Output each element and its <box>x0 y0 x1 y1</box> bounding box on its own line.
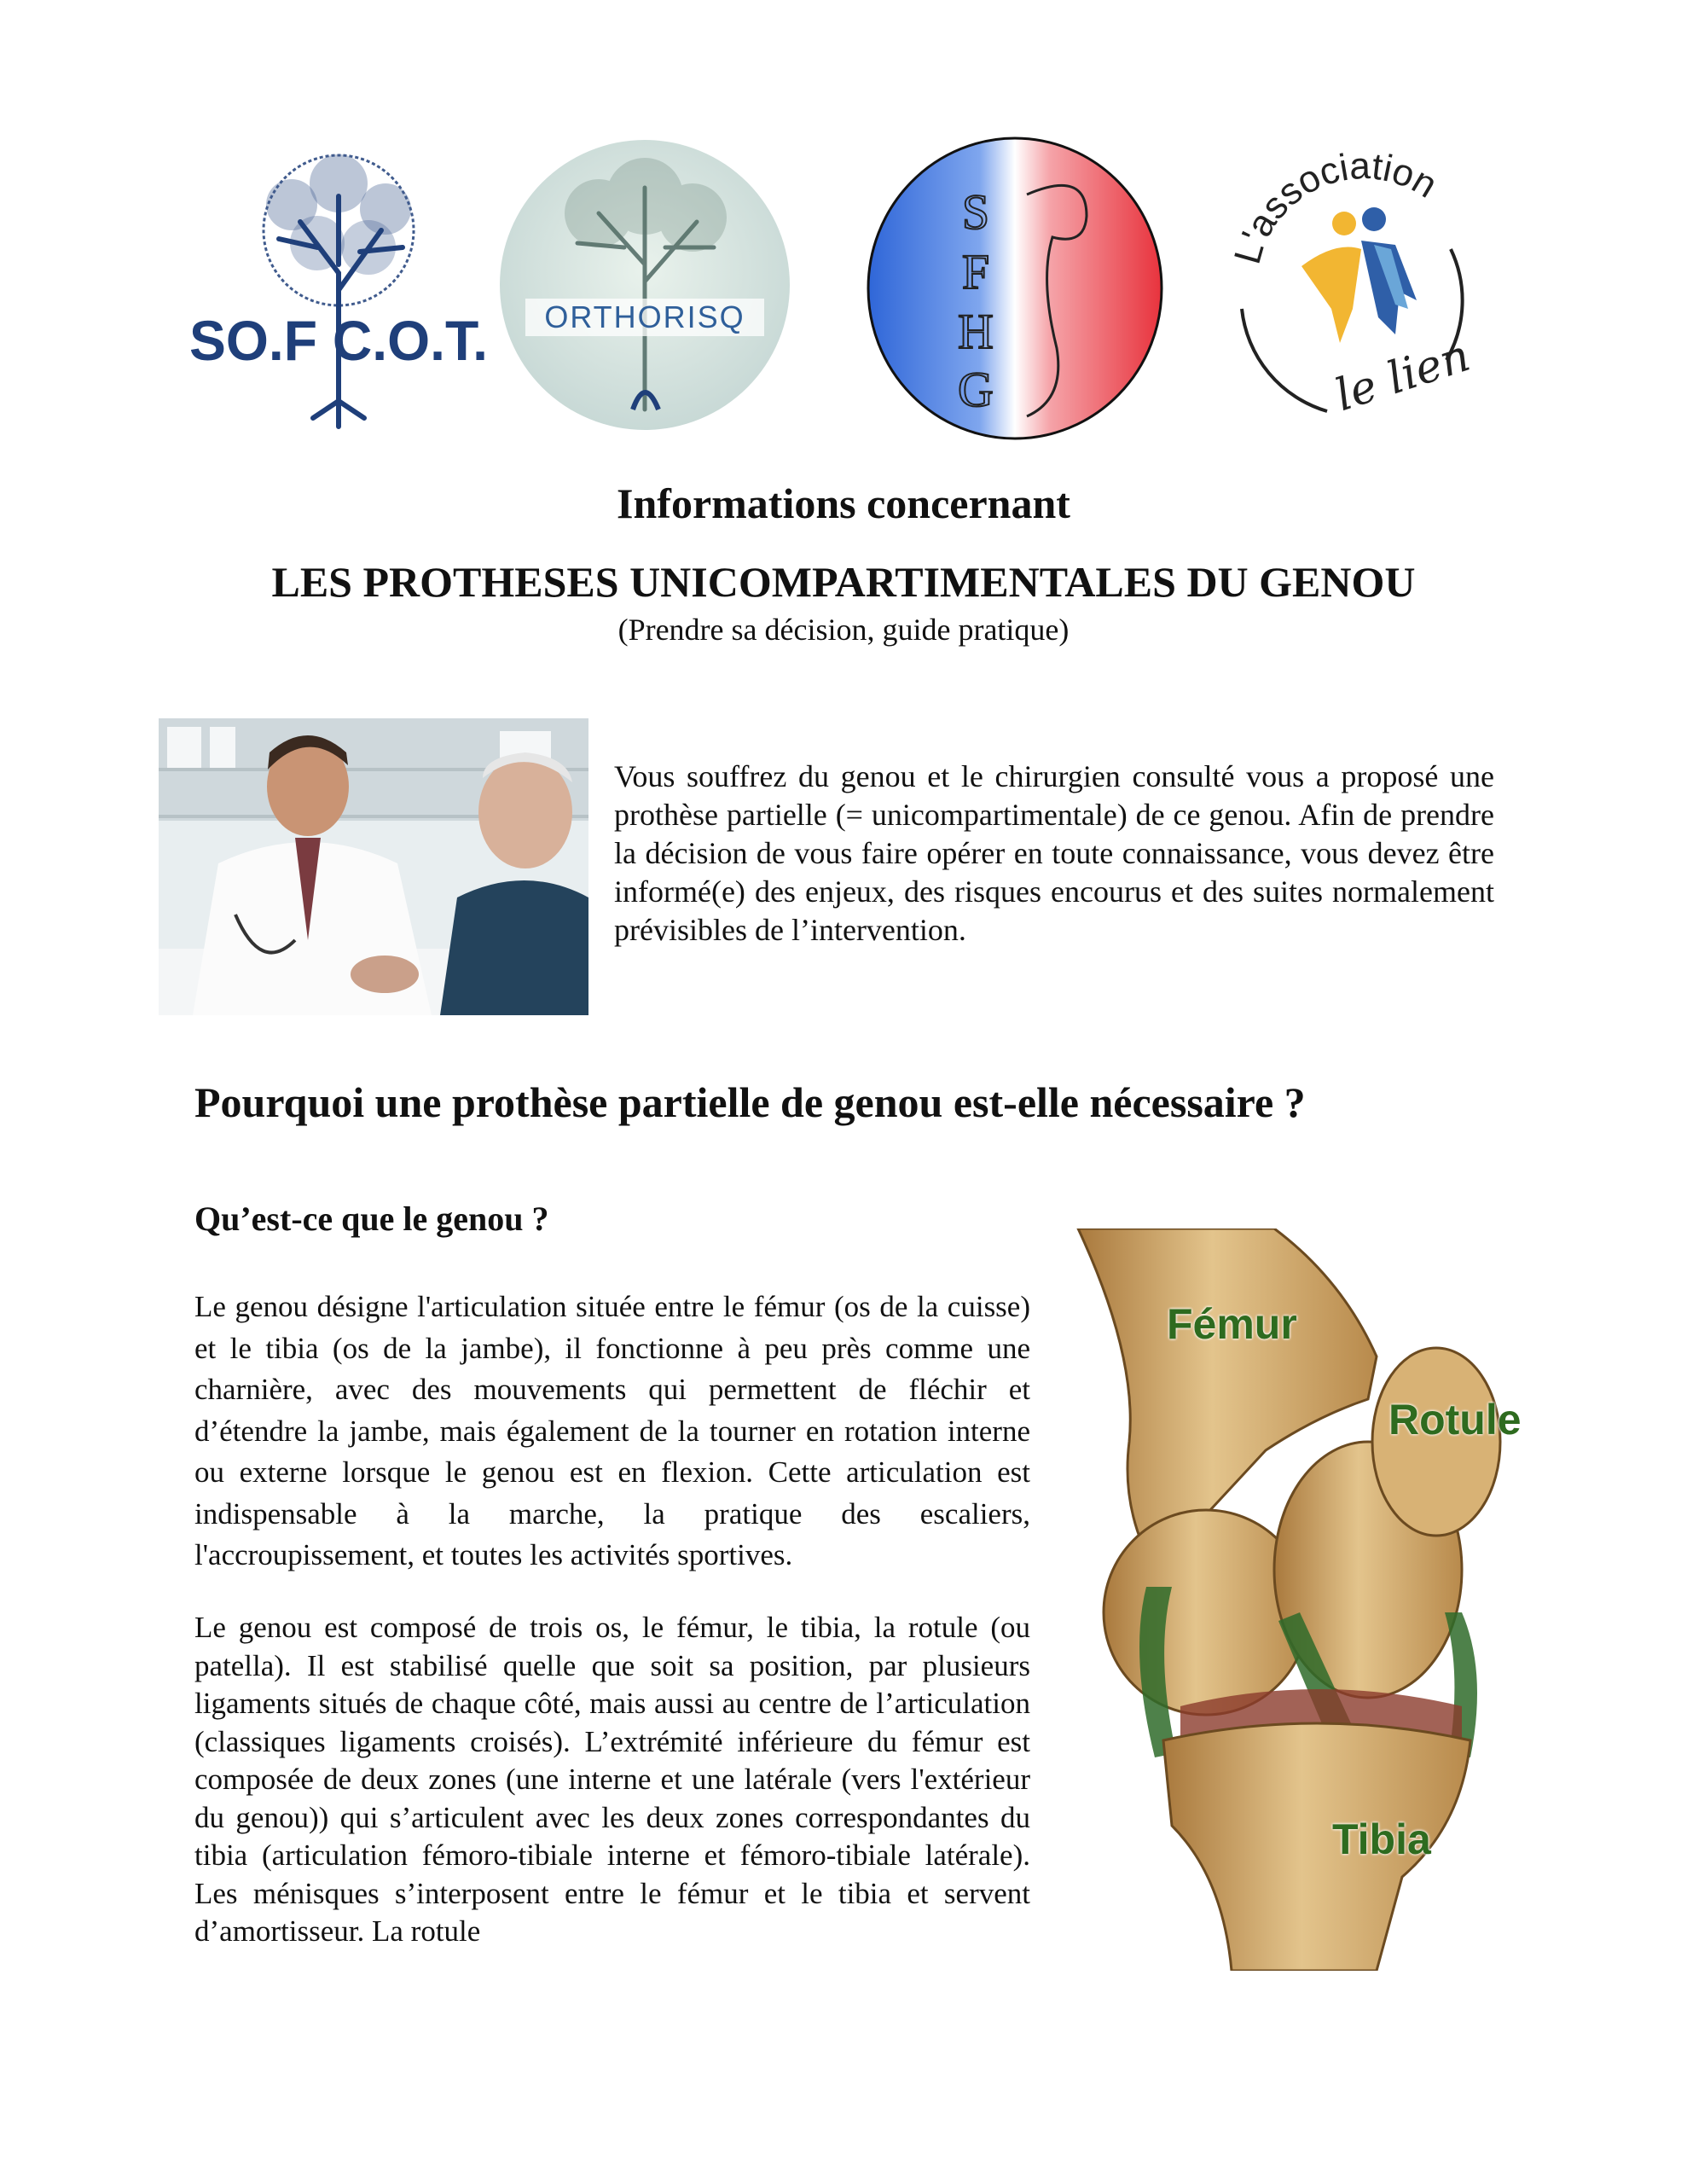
sofcot-logo-text: SO.F C.O.T. <box>189 309 488 372</box>
knee-label-rotule: Rotule <box>1388 1396 1522 1443</box>
lien-top-text: L'association <box>1226 144 1445 269</box>
sfhg-letter-g: G <box>958 362 994 417</box>
body-paragraph: Le genou est composé de trois os, le fémur, le tibia, la rotule (ou patella). Il est stabilisé quelle que soit sa position, par plusieurs ligaments situés de chaque côté, mais aussi au centre de l’articulation (classiques ligaments croisés). L’extrémité inférieure du fémur est composée de deux zones (une interne et une latérale (vers l'extérieur du genou)) qui s’articulent avec les deux zones correspondantes du tibia (articulation fémoro-tibiale interne et fémoro-tibiale latérale). Les ménisques s’interposent entre le fémur et le tibia et servent d’amortisseur. La rotule <box>194 1611 1030 1948</box>
section-subheading: Qu’est-ce que le genou ? <box>194 1199 549 1238</box>
document-subtitle: (Prendre sa décision, guide pratique) <box>617 613 1070 647</box>
orthorisq-logo-text: ORTHORISQ <box>544 299 745 334</box>
sfhg-letter-h: H <box>958 304 994 359</box>
doctor-consultation-photo <box>159 718 588 1015</box>
intro-paragraph: Vous souffrez du genou et le chirurgien consulté vous a proposé une prothèse partielle (= unicompartimentale) de ce genou. Afin de prendre la décision de vous faire opérer en toute connaissance, vous devez être informé(e) des enjeux, des risques encourus et des suites normalement prévisibles de l’intervention. <box>614 759 1494 947</box>
lien-bottom-text: le lien <box>1329 330 1476 422</box>
sfhg-letter-f: F <box>961 244 990 299</box>
orthorisq-logo <box>496 136 793 433</box>
sfhg-logo <box>865 135 1165 442</box>
document-title: Informations concernant <box>617 479 1070 527</box>
sofcot-logo <box>189 145 488 435</box>
knee-label-femur: Fémur <box>1167 1300 1297 1348</box>
knee-label-tibia: Tibia <box>1332 1815 1431 1863</box>
knee-anatomy-illustration <box>1061 1228 1522 1971</box>
sfhg-letter-s: S <box>961 184 990 240</box>
body-paragraph: Le genou désigne l'articulation située entre le fémur (os de la cuisse) et le tibia (os de la jambe), il fonctionne à peu près comme une charnière, avec des mouvements qui permettent de fléchir et d’étendre la jambe, mais également de la tourner en rotation interne ou externe lorsque le genou est en flexion. Cette articulation est indispensable à la marche, la pratique des escaliers, l'accroupissement, et toutes les activités sportives. <box>194 1290 1030 1571</box>
document-main-title: LES PROTHESES UNICOMPARTIMENTALES DU GENOU <box>271 558 1416 606</box>
section-heading: Pourquoi une prothèse partielle de genou est-elle nécessaire ? <box>194 1078 1306 1126</box>
association-le-lien-logo <box>1225 138 1489 428</box>
